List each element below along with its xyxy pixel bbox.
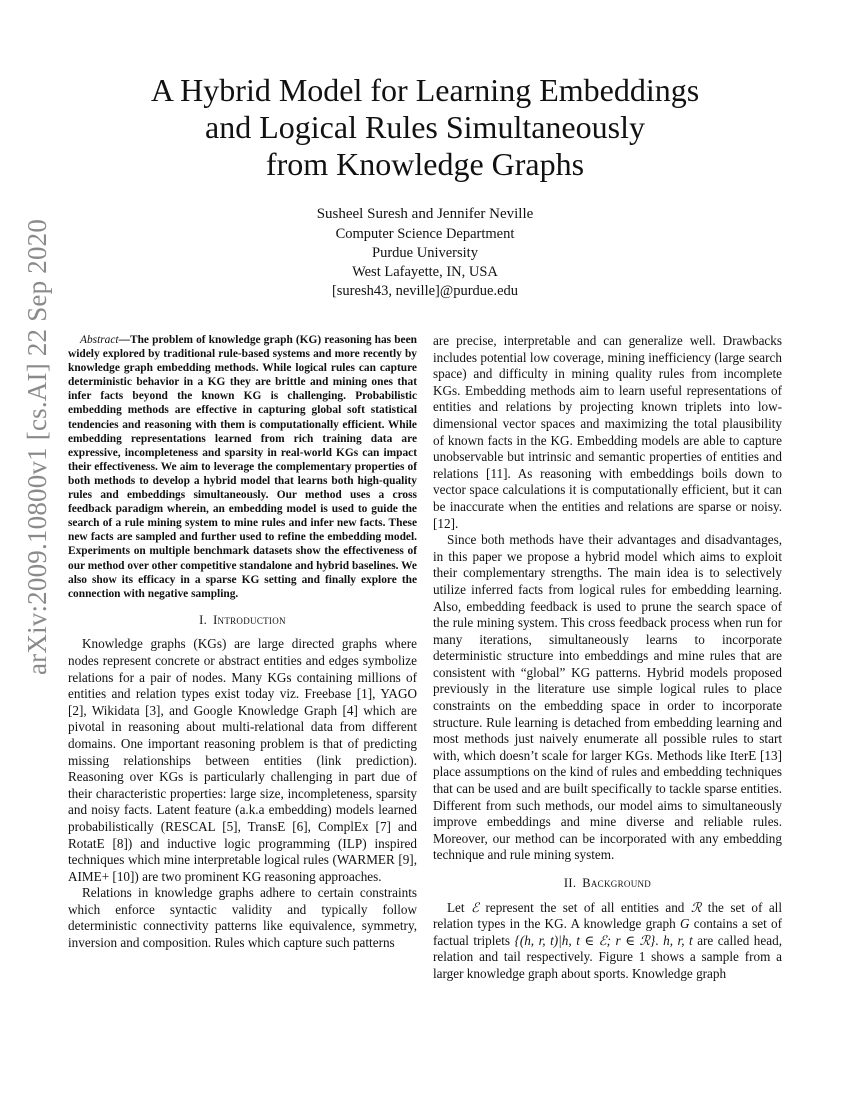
math-hrt: h, r, t (663, 932, 693, 948)
text-run: . (655, 932, 664, 948)
right-column (433, 333, 782, 983)
intro-paragraph-1: Knowledge graphs (KGs) are large directed graphs where nodes represent concrete or abstract entities and edges symbolize relations for a pair of nodes. Many KGs containing millions of entities and relation types exist today viz. Freebase [1], YAGO [2], Wikidata [3], and Google Knowledge Graph [4] which are pivotal in reasoning about multi-relational data from different domains. One important reasoning problem is that of predicting missing relationships between entities (link prediction). Reasoning over KGs is particularly challenging in part due of their characteristic properties: large size, incompleteness, sparsity and noisy facts. Latent feature (a.k.a embedding) models learned probabilistically (RESCAL [5], TransE [6], ComplEx [7] and RotatE [8]) and inductive logic programming (ILP) inspired techniques which mine interpretable logical rules (WARMER [9], AIME+ [10]) are two prominent KG reasoning approaches. (68, 636, 417, 884)
text-run: the set of all relation types in the KG. A knowledge graph (433, 899, 782, 932)
intro-paragraph-2: Relations in knowledge graphs adhere to certain constraints which enforce syntactic validity and typically follow deterministic connectivity patterns like equivalence, symmetry, inversion and composition. Rules which capture such patterns (68, 885, 417, 951)
text-run: represent the set of all entities and (479, 899, 691, 915)
background-paragraph (433, 900, 782, 983)
title-line: from Knowledge Graphs (265, 146, 585, 182)
author-department: Computer Science Department (335, 226, 515, 242)
math-graph-symbol: G (679, 916, 690, 932)
author-university: Purdue University (372, 245, 478, 261)
title-line: A Hybrid Model for Learning Embeddings (150, 72, 700, 108)
author-emails: [suresh43, neville]@purdue.edu (331, 283, 519, 299)
section-heading-introduction (68, 612, 417, 629)
abstract-text: —The problem of knowledge graph (KG) reasoning has been widely explored by traditional rule-based systems and more recently by knowledge graph embedding methods. While logical rules can capture deterministic behavior in a KG they are brittle and mining ones that infer facts beyond the known KG is challenging. Probabilistic embedding methods are effective in capturing global soft statistical tendencies and reasoning with them is computationally efficient. While embedding representations learned from rich training data are expressive, incompleteness and sparsity in real-world KGs can impact their effectiveness. We aim to leverage the complementary properties of both methods to develop a hybrid model that learns both high-quality rules and embeddings simultaneously. Our method uses a cross feedback paradigm wherein, an embedding model is used to guide the search of a rule mining system to mine rules and infer new facts. These new facts are sampled and further used to refine the embedding model. Experiments on multiple benchmark datasets show the effectiveness of our method over other competitive standalone and hybrid baselines. We also show its efficacy in a sparse KG setting and finally explore the connection with negative sampling. (68, 334, 417, 600)
section-title: Background (582, 876, 652, 890)
paper-title (70, 72, 780, 183)
text-run: contains a set of factual triplets (433, 916, 782, 948)
text-run: are called head, relation and tail respectively. Figure 1 shows a sample from a larger knowledge graph about sports. Knowledge graph (433, 932, 782, 981)
arxiv-identifier-stamp: arXiv:2009.10800v1 [cs.AI] 22 Sep 2020 (22, 218, 52, 675)
section-title: Introduction (213, 612, 286, 627)
section-number: I. (199, 612, 208, 627)
intro-paragraph-continuation: are precise, interpretable and can generalize well. Drawbacks includes potential low coverage, mining inefficiency (large search space) and difficulty in mining quality rules from incomplete KGs. Embedding methods aim to learn useful representations of entities and relations by projecting known triplets into low-dimensional vector spaces and maximizing the total plausibility of known facts in the KG. Embedding models are able to capture unobservable but intrinsic and semantic properties of entities and relations [11]. As reasoning with embeddings boils down to vector space calculations it is computationally efficient, but it can be inaccurate when the entities and relations are sparse or noisy. [12]. (433, 333, 782, 531)
author-names: Susheel Suresh and Jennifer Neville (316, 206, 534, 222)
math-entity-set: ℰ (471, 899, 480, 915)
section-heading-background (433, 875, 782, 892)
title-line: and Logical Rules Simultaneously (205, 109, 645, 145)
author-block (150, 205, 700, 301)
text-run: Let (447, 899, 472, 915)
left-column (68, 333, 417, 952)
math-triplet-set: {(h, r, t)|h, t ∈ ℰ; r ∈ ℛ} (514, 932, 656, 948)
abstract-lead: Abstract (80, 334, 119, 346)
section-number: II. (563, 876, 577, 890)
author-location: West Lafayette, IN, USA (352, 264, 498, 280)
math-relation-set: ℛ (690, 899, 702, 915)
abstract (68, 333, 417, 601)
intro-paragraph-3: Since both methods have their advantages and disadvantages, in this paper we propose a hybrid model which aims to exploit their complementary strengths. The main idea is to selectively utilize inferred facts from logical rules for embedding learning. Also, embedding feedback is used to prune the search space of the rule mining system. This cross feedback process when run for many iterations, simultaneously learns to incorporate deterministic structure into embeddings and mine rules that are consistent with “global” KG patterns. Hybrid models proposed previously in the literature use simple logical rules to place constraints on the embedding space in order to incorporate structure. Rule learning is detached from embedding learning and most methods just naively enumerate all possible rules to start with, which doesn’t scale for larger KGs. Methods like IterE [13] place assumptions on the kind of rules and embedding techniques that can be used and are built specifically to tackle sparse entities. Different from such methods, our model aims to simultaneously improve embeddings and mine diverse and reliable rules. Moreover, our method can be incorporated with any embedding technique and rule mining system. (433, 532, 782, 863)
